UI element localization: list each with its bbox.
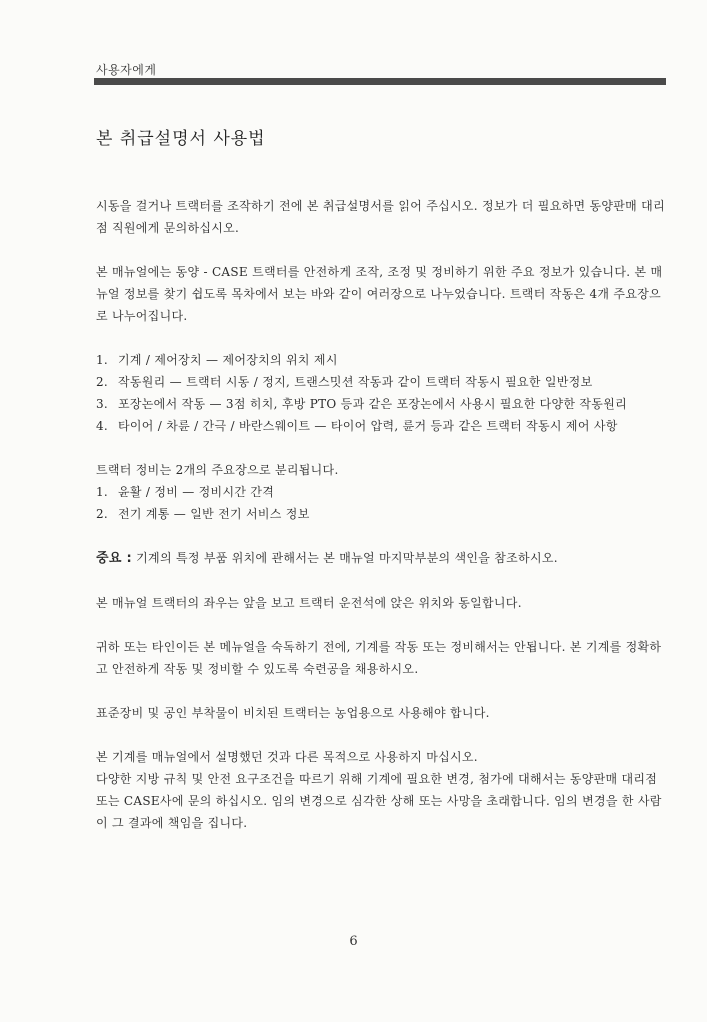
list-item xyxy=(96,371,668,393)
list-item xyxy=(96,415,668,437)
maintenance-intro: 트랙터 정비는 2개의 주요장으로 분리됩니다. xyxy=(96,463,339,477)
list-item-text: 윤활 / 정비 — 정비시간 간격 xyxy=(118,485,275,499)
operation-chapter-list xyxy=(96,349,668,437)
orientation-note: 본 매뉴얼 트랙터의 좌우는 앞을 보고 트랙터 운전석에 앉은 위치와 동일합니다. xyxy=(96,596,522,610)
maintenance-chapter-list xyxy=(96,481,668,525)
list-item-text: 기계 / 제어장치 — 제어장치의 위치 제시 xyxy=(118,353,338,367)
list-item xyxy=(96,481,668,503)
list-number: 2. xyxy=(96,375,109,389)
list-number: 2. xyxy=(96,507,109,521)
header-divider xyxy=(94,78,666,85)
list-item xyxy=(96,349,668,371)
important-note xyxy=(96,547,668,570)
training-note: 귀하 또는 타인이든 본 메뉴얼을 숙독하기 전에, 기계를 작동 또는 정비해서는 안됩니다. 본 기계를 정확하고 안전하게 작동 및 정비할 수 있도록 숙련공을 채용하시오. xyxy=(96,640,662,676)
important-label: 중요 : xyxy=(96,551,133,566)
list-item-text: 작동원리 — 트랙터 시동 / 정지, 트랜스밋션 작동과 같이 트랙터 작동시 필요한 일반정보 xyxy=(118,375,593,389)
body-text xyxy=(96,195,668,834)
intro-paragraph-2: 본 매뉴얼에는 동양 - CASE 트랙터를 안전하게 조작, 조정 및 정비하기 위한 주요 정보가 있습니다. 본 매뉴얼 정보를 찾기 쉽도록 목차에서 보는 바와 같이 여러장으로 나누었습니다. 트랙터 작동은 4개 주요장으로 나누어집니다. xyxy=(96,265,663,323)
list-item-text: 전기 계통 — 일반 전기 서비스 정보 xyxy=(118,507,310,521)
list-number: 1. xyxy=(96,353,109,367)
list-item-text: 타이어 / 차륜 / 간극 / 바란스웨이트 — 타이어 압력, 륜거 등과 같은 트랙터 작동시 제어 사항 xyxy=(118,419,618,433)
list-item-text: 포장논에서 작동 — 3점 히치, 후방 PTO 등과 같은 포장논에서 사용시 필요한 다양한 작동원리 xyxy=(118,397,627,411)
important-text: 기계의 특정 부품 위치에 관해서는 본 매뉴얼 마지막부분의 색인을 참조하시오. xyxy=(132,551,558,565)
purpose-note-1: 본 기계를 매뉴얼에서 설명했던 것과 다른 목적으로 사용하지 마십시오. xyxy=(96,750,478,764)
list-item xyxy=(96,503,668,525)
intro-paragraph-1: 시동을 걸거나 트랙터를 조작하기 전에 본 취급설명서를 읽어 주십시오. 정보가 더 필요하면 동양판매 대리점 직원에게 문의하십시오. xyxy=(96,199,665,235)
purpose-note-2: 다양한 지방 규칙 및 안전 요구조건을 따르기 위해 기계에 필요한 변경, 첨가에 대해서는 동양판매 대리점 또는 CASE사에 문의 하십시오. 임의 변경으로 심각한 상해 또는 사망을 초래합니다. 임의 변경을 한 사람이 그 결과에 책임을 집니다. xyxy=(96,772,662,830)
list-item xyxy=(96,393,668,415)
page-title: 본 취급설명서 사용법 xyxy=(96,129,266,149)
list-number: 1. xyxy=(96,485,109,499)
page-number: 6 xyxy=(349,934,358,949)
list-number: 4. xyxy=(96,419,109,433)
list-number: 3. xyxy=(96,397,109,411)
section-label: 사용자에게 xyxy=(96,63,157,77)
agricultural-use-note: 표준장비 및 공인 부착물이 비치된 트랙터는 농업용으로 사용해야 합니다. xyxy=(96,706,490,720)
